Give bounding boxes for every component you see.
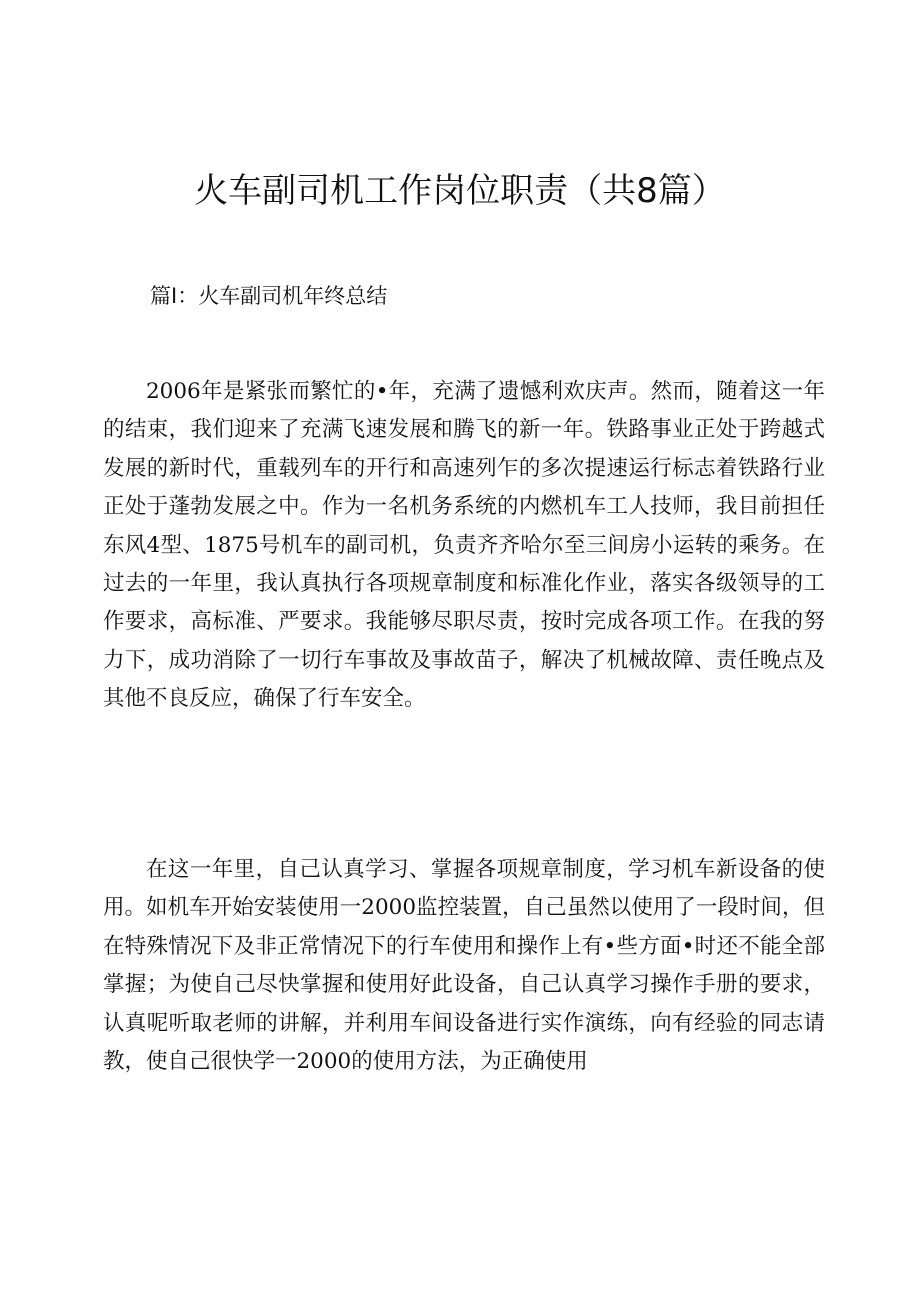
document-title: 火车副司机工作岗位职责（共8篇）: [194, 171, 726, 211]
body-paragraph-2: 在这一年里，自己认真学习、掌握各项规章制度，学习机车新设备的使用。如机车开始安装使用一2000监控装置，自己虽然以使用了一段时间，但在特殊情况下及非正常情况下的行车使用和操作上有•些方面•时还不能全部掌握；为使自己尽快掌握和使用好此设备，自己认真学习操作手册的要求，认真呢听取老师的讲解，并利用车间设备进行实作演练，向有经验的同志请教，使自己很快学一2000的使用方法，为正确使用: [103, 857, 825, 1075]
body-paragraph-1: 2006年是紧张而繁忙的•年，充满了遗憾利欢庆声。然而，随着这一年的结束，我们迎来了充满飞速发展和腾飞的新一年。铁路事业正处于跨越式发展的新时代，重载列车的开行和高速列乍的多次提速运行标志着铁路行业正处于蓬勃发展之中。作为一名机务系统的内燃机车工人技师，我目前担任东风4型、1875号机车的副司机，负责齐齐哈尔至三间房小运转的乘务。在过去的一年里，我认真执行各项规章制度和标准化作业，落实各级领导的工作要求，高标准、严要求。我能够尽职尽责，按时完成各项工作。在我的努力下，成功消除了一切行车事故及事故苗子，解决了机械故障、责任晚点及其他不良反应，确保了行车安全。: [103, 379, 825, 712]
section-heading: 篇Ⅰ：火车副司机年终总结: [150, 284, 388, 308]
